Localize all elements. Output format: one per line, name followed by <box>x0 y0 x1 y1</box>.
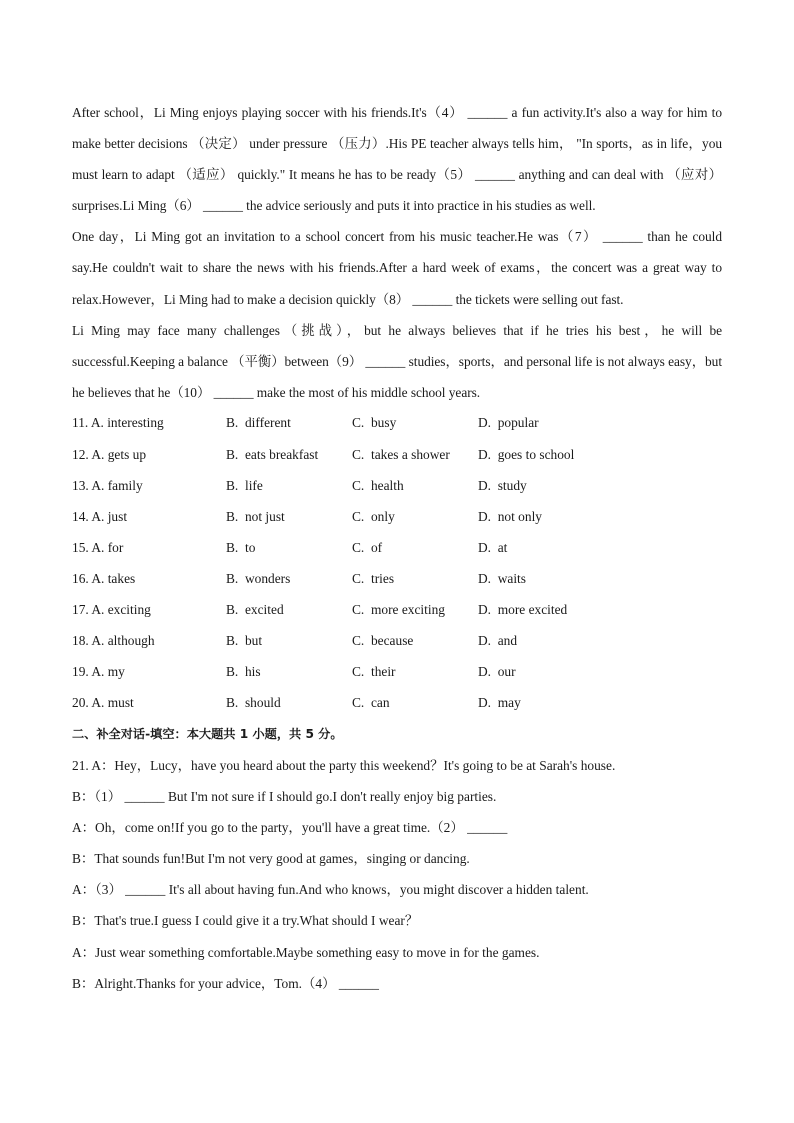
option-d: D. study <box>478 477 527 493</box>
option-b: B. his <box>226 664 261 680</box>
option-a: 12. A. gets up <box>72 446 147 462</box>
option-a: 14. A. just <box>72 508 128 524</box>
option-d: D. and <box>478 633 518 649</box>
option-d: D. at <box>478 539 508 555</box>
option-a: 11. A. interesting <box>72 415 164 431</box>
dialogue <box>72 750 722 999</box>
option-c: C. health <box>352 477 404 493</box>
document-page <box>72 97 726 999</box>
question-options <box>72 408 722 719</box>
dialogue-line: B：That's true.I guess I could give it a try.What should I wear？ <box>72 913 419 929</box>
passage-paragraph-1: After school，Li Ming enjoys playing soccer with his friends.It's（4） ______ a fun activity.It's also a way for him to make better decisions （决定） under pressure （压力）.His PE teacher always tells him， "In sports，as in life，you must learn to adapt （适应） quickly." It means he has to be ready（5） ______ anything and can deal with （应对） surprises.Li Ming（6） ______ the advice seriously and puts it into practice in his studies as well. <box>72 105 726 214</box>
dialogue-line: A：Just wear something comfortable.Maybe something easy to move in for the games. <box>72 944 540 960</box>
question-row-20 <box>72 688 722 719</box>
option-b: B. should <box>226 695 281 711</box>
option-d: D. waits <box>478 570 526 586</box>
option-c: C. more exciting <box>352 602 445 618</box>
option-c: C. only <box>352 508 395 524</box>
question-row-19 <box>72 657 722 688</box>
option-b: B. eats breakfast <box>226 446 319 462</box>
option-c: C. busy <box>352 415 397 431</box>
option-b: B. to <box>226 539 256 555</box>
question-row-11 <box>72 408 722 439</box>
option-d: D. not only <box>478 508 542 524</box>
question-row-15 <box>72 532 722 563</box>
option-c: C. tries <box>352 570 395 586</box>
question-row-16 <box>72 563 722 594</box>
option-a: 20. A. must <box>72 695 134 711</box>
passage-paragraph-3: Li Ming may face many challenges（挑战），but he always believes that if he tries his best，he will be successful.Keeping a balance （平衡）between（9） ______ studies，sports，and personal life is not always easy，but he believes that he（10） ______ make the most of his middle school years. <box>72 322 726 400</box>
option-d: D. may <box>478 695 521 711</box>
option-b: B. different <box>226 415 291 431</box>
option-d: D. popular <box>478 415 539 431</box>
option-c: C. can <box>352 695 390 711</box>
dialogue-line: 21. A：Hey，Lucy，have you heard about the party this weekend？It's going to be at Sarah's house. <box>72 757 616 773</box>
option-d: D. our <box>478 664 516 680</box>
option-a: 18. A. although <box>72 633 155 649</box>
option-b: B. life <box>226 477 263 493</box>
question-row-18 <box>72 626 722 657</box>
option-b: B. but <box>226 633 263 649</box>
question-row-14 <box>72 501 722 532</box>
section-heading: 二、补全对话-填空：本大题共 1 小题，共 5 分。 <box>72 726 343 741</box>
cloze-passage <box>72 97 726 408</box>
dialogue-line: B：Alright.Thanks for your advice，Tom.（4） ______ <box>72 975 380 991</box>
option-a: 17. A. exciting <box>72 602 151 618</box>
passage-paragraph-2: One day，Li Ming got an invitation to a school concert from his music teacher.He was（7） ______ than he could say.He couldn't wait to share the news with his friends.After a hard week of exams，the concert was a great way to relax.However，Li Ming had to make a decision quickly（8） ______ the tickets were selling out fast. <box>72 229 726 307</box>
option-c: C. takes a shower <box>352 446 450 462</box>
option-a: 13. A. family <box>72 477 143 493</box>
dialogue-line: A：（3） ______ It's all about having fun.And who knows，you might discover a hidden talent. <box>72 882 589 898</box>
option-b: B. excited <box>226 602 284 618</box>
dialogue-line: B：That sounds fun!But I'm not very good at games，singing or dancing. <box>72 851 470 867</box>
question-row-17 <box>72 595 722 626</box>
option-c: C. their <box>352 664 396 680</box>
option-a: 16. A. takes <box>72 570 136 586</box>
question-row-12 <box>72 439 722 470</box>
dialogue-line: B：（1） ______ But I'm not sure if I should go.I don't really enjoy big parties. <box>72 789 497 805</box>
option-b: B. wonders <box>226 570 291 586</box>
option-b: B. not just <box>226 508 285 524</box>
option-a: 15. A. for <box>72 539 124 555</box>
option-a: 19. A. my <box>72 664 125 680</box>
option-c: C. because <box>352 633 414 649</box>
dialogue-line: A：Oh，come on!If you go to the party，you'll have a great time.（2） ______ <box>72 820 508 836</box>
option-d: D. goes to school <box>478 446 575 462</box>
option-c: C. of <box>352 539 383 555</box>
option-d: D. more excited <box>478 602 568 618</box>
question-row-13 <box>72 470 722 501</box>
